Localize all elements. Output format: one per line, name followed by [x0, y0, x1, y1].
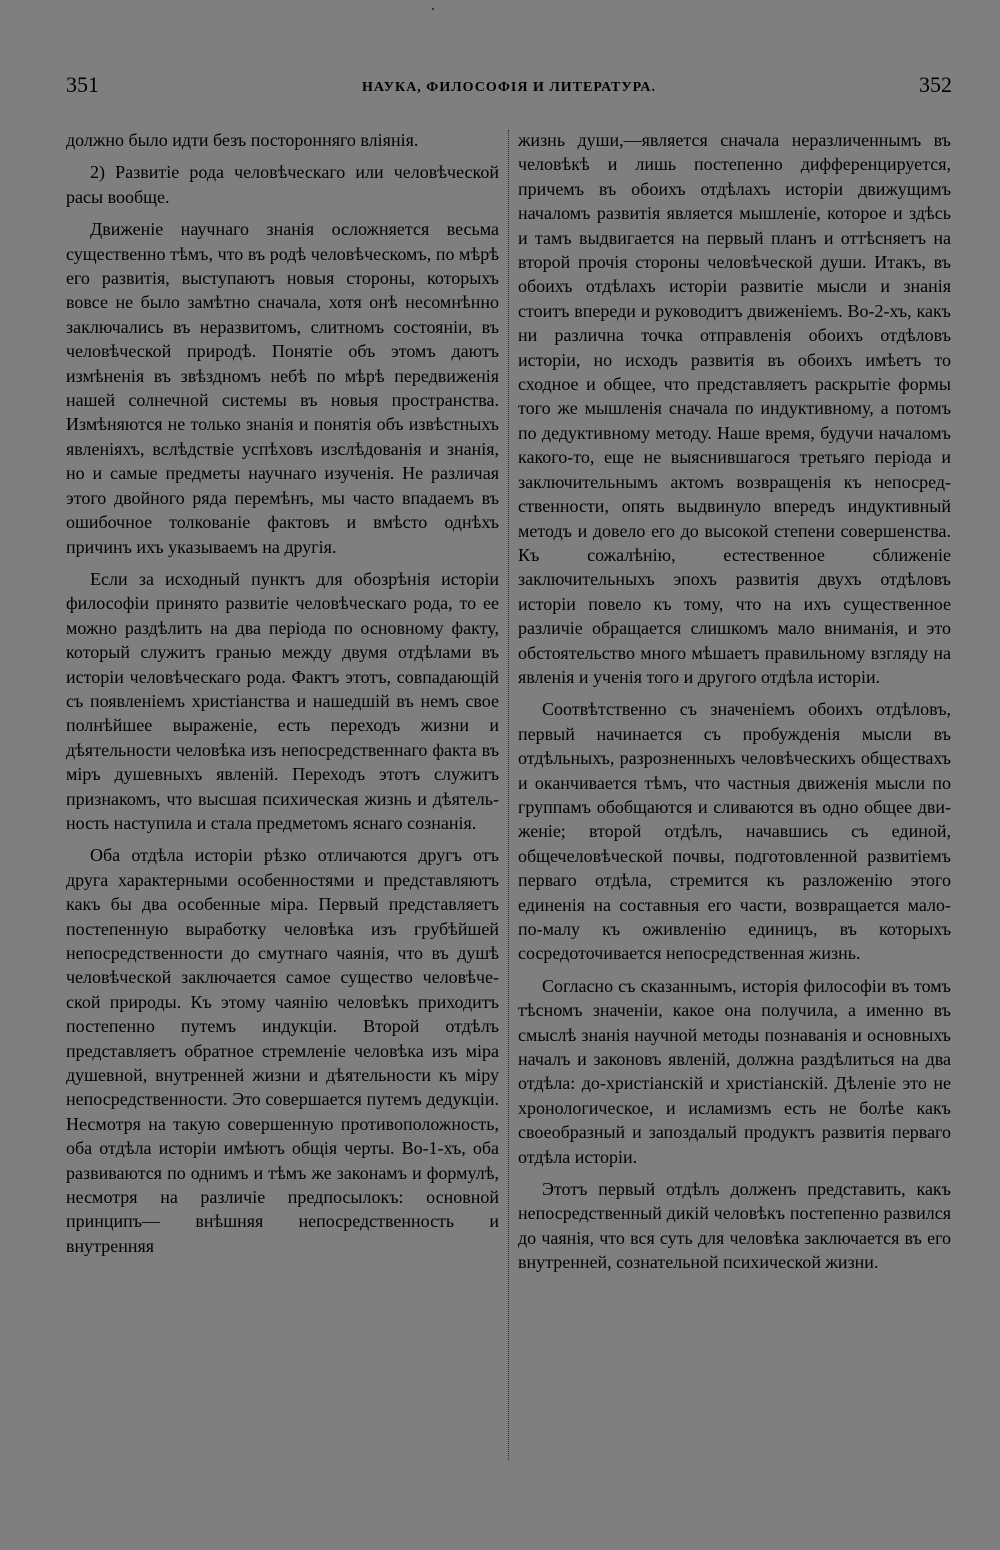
right-column — [518, 128, 951, 1283]
scan-speck — [432, 8, 434, 10]
paragraph: 2) Развитіе рода человѣческаго или человѣческой расы вообще. — [66, 162, 499, 207]
paragraph: Этотъ первый отдѣлъ долженъ представить, какъ непосредственный дикій человѣкъ постепенно развился до чаянія, что вся суть для человѣка заключается въ его внутренней, сознательной психической жизни. — [518, 1179, 951, 1273]
page-header — [66, 72, 952, 102]
paragraph: жизнь души,—является сначала неразличеннымъ въ человѣкѣ и лишь постепенно дифференцируется, причемъ въ обоихъ отдѣлахъ исторіи движущимъ началомъ развитія является мышленіе, которое и здѣсь и тамъ выдвигается на первый планъ и оттѣсняетъ на второй прочія стороны человѣческой души. Итакъ, въ обоихъ отдѣлахъ исторіи развитіе мысли и знанія стоитъ впереди и руководитъ движеніемъ. Во-2-хъ, какъ ни различна точка отправленія обоихъ отдѣловъ исторіи, но исходъ развитія въ обоихъ имѣетъ то сходное и общее, что представляетъ раскрытіе формы того же мышленія сначала по индуктивному, а потомъ по дедуктивному методу. Наше время, будучи началомъ какого-то, еще не выяснившагося третьяго періода и заключительнымъ актомъ возвращенія къ непосредственности, опять выдвинуло впередъ индуктивный методъ и довело его до высокой степени совершенства. Къ сожалѣнію, естественное сближеніе заключительныхъ эпохъ развитія двухъ отдѣловъ исторіи повело къ тому, что на ихъ существенное различіе обращается слишкомъ мало вниманія, и это обстоятельство много мѣшаетъ правильному взгляду на явленія и ученія того и другого отдѣла исторіи. — [518, 130, 951, 687]
paragraph: Согласно съ сказаннымъ, исторія философіи въ томъ тѣсномъ значеніи, какое она получила, а именно въ смыслѣ знанія научной методы познаванія и основныхъ началъ и законовъ явленій, должна раздѣлиться на два отдѣла: до-христіанскій и христіанскій. Дѣленіе это не хронологическое, и исламизмъ есть не болѣе какъ своеобразный и запоздалый продуктъ развитія перваго отдѣла исторіи. — [518, 975, 951, 1167]
paragraph: Соотвѣтственно съ значеніемъ обоихъ отдѣловъ, первый начинается съ пробужденія мысли въ отдѣльныхъ, разрозненныхъ человѣческихъ обществахъ и оканчивается тѣмъ, что частныя движенія мысли по группамъ обобщаются и сливаются въ одно общее движеніе; второй отдѣлъ, начавшись съ единой, общечеловѣческой почвы, подготовленной развитіемъ перваго отдѣла, стремится къ разложенію этого единенія на составныя его части, возвращается мало-по-малу къ оживленію единицъ, въ которыхъ сосредоточивается непосредственная жизнь. — [518, 699, 951, 964]
column-divider — [508, 130, 509, 1460]
paragraph: Движеніе научнаго знанія осложняется весьма существенно тѣмъ, что въ родѣ человѣческомъ, по мѣрѣ его развитія, выступаютъ новыя стороны, которыхъ вовсе не было замѣтно сначала, хотя онѣ несомнѣнно заключались въ неразвитомъ, слитномъ состояніи, въ человѣческой природѣ. Понятіе объ этомъ даютъ измѣненія въ звѣздномъ небѣ по мѣрѣ передвиженія нашей солнечной системы въ новыя пространства. Измѣняются не только знанія и понятія объ извѣстныхъ явленіяхъ, вслѣдствіе успѣховъ изслѣдованія и знанія, но и самые предметы научнаго изученія. Не различая этого двойного ряда перемѣнъ, мы часто впадаемъ въ ошибочное толкованіе фактовъ и вмѣсто однѣхъ причинъ ихъ указываемъ на другія. — [66, 219, 499, 557]
paragraph: должно было идти безъ посторонняго вліянія. — [66, 130, 419, 150]
running-title: НАУКА, ФИЛОСОФІЯ И ЛИТЕРАТУРА. — [362, 80, 656, 95]
page-number-left: 351 — [66, 72, 99, 97]
paragraph: Оба отдѣла исторіи рѣзко отличаются другъ отъ друга характерными особенностями и представляютъ какъ бы два особенные міра. Первый представляетъ постепенную выработку человѣка изъ грубѣйшей непосредственности до смутнаго чаянія, что въ душѣ человѣческой заключается самое существо человѣческой природы. Къ этому чаянію человѣкъ приходитъ постепенно путемъ индукціи. Второй отдѣлъ представляетъ обратное стремленіе человѣка изъ міра душевной, внутренней жизни и дѣятельности къ міру непосредственности. Это совершается путемъ дедукціи. Несмотря на такую совершенную противоположность, оба отдѣла исторіи имѣютъ общія черты. Во-1-хъ, оба развиваются по однимъ и тѣмъ же законамъ и формулѣ, несмотря на различіе предпосылокъ: основной принципъ— внѣшняя непосредственность и внутренняя — [66, 845, 499, 1256]
left-column — [66, 128, 499, 1266]
page-number-right: 352 — [919, 72, 952, 97]
paragraph: Если за исходный пунктъ для обозрѣнія исторіи философіи принято развитіе человѣческаго рода, то ее можно раздѣлить на два періода по основному факту, который служитъ гранью между двумя отдѣлами въ исторіи человѣческаго рода. Фактъ этотъ, совпадающій съ появленіемъ христіанства и нашедшій въ немъ свое полнѣйшее выраженіе, есть переходъ жизни и дѣятельности человѣка изъ непосредственнаго факта въ міръ душевныхъ явленій. Переходъ этотъ служитъ признакомъ, что высшая психическая жизнь и дѣятельность наступила и стала предметомъ яснаго сознанія. — [66, 568, 499, 833]
